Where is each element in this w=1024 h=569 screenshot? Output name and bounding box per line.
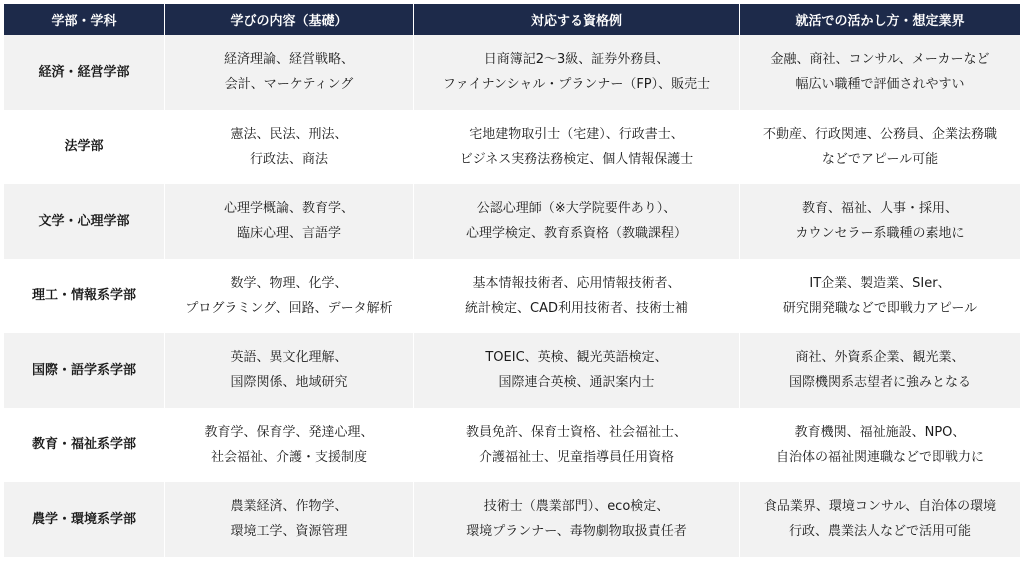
career-line: 教育機関、福祉施設、NPO、 — [794, 424, 966, 440]
qualifications-line: ファイナンシャル・プランナー（FP）、販売士 — [442, 77, 711, 93]
career-cell — [739, 35, 1020, 110]
content-line: 会計、マーケティング — [224, 77, 354, 93]
table-header-row — [4, 4, 1020, 35]
qualifications-line: 基本情報技術者、応用情報技術者、 — [472, 275, 681, 291]
department-cell: 国際・語学系学部 — [4, 333, 164, 408]
qualifications-line: 技術士（農業部門）、eco検定、 — [483, 499, 670, 515]
content-line: 農業経済、作物学、 — [230, 499, 348, 515]
header-department: 学部・学科 — [4, 4, 164, 35]
content-line: 数学、物理、化学、 — [230, 275, 348, 291]
career-cell — [739, 184, 1020, 259]
department-cell: 文学・心理学部 — [4, 184, 164, 259]
content-line: 臨床心理、言語学 — [236, 226, 341, 242]
content-line: 経済理論、経営戦略、 — [223, 52, 354, 68]
qualifications-cell — [413, 110, 739, 185]
content-line: プログラミング、回路、データ解析 — [185, 300, 393, 316]
comparison-table-container — [4, 4, 1020, 557]
career-line: 商社、外資系企業、観光業、 — [795, 350, 965, 366]
career-line: IT企業、製造業、SIer、 — [809, 275, 951, 291]
career-cell — [739, 259, 1020, 334]
table-row — [4, 333, 1020, 408]
career-line: などでアピール可能 — [821, 151, 939, 167]
career-line: 金融、商社、コンサル、メーカーなど — [770, 52, 990, 68]
header-content: 学びの内容（基礎） — [164, 4, 413, 35]
content-cell — [164, 482, 413, 557]
career-cell — [739, 408, 1020, 483]
content-line: 憲法、民法、刑法、 — [230, 126, 348, 142]
table-row — [4, 408, 1020, 483]
qualifications-line: 宅地建物取引士（宅建）、行政書士、 — [469, 126, 684, 142]
content-cell — [164, 35, 413, 110]
qualifications-line: 日商簿記2～3級、証券外務員、 — [483, 52, 670, 68]
career-line: 自治体の福祉関連職などで即戦力に — [775, 449, 984, 465]
department-cell: 農学・環境系学部 — [4, 482, 164, 557]
content-line: 教育学、保育学、発達心理、 — [204, 424, 374, 440]
content-cell — [164, 408, 413, 483]
content-line: 環境工学、資源管理 — [230, 524, 348, 540]
qualifications-line: TOEIC、英検、観光英語検定、 — [485, 350, 668, 366]
department-cell: 法学部 — [4, 110, 164, 185]
table-row — [4, 110, 1020, 185]
content-line: 心理学概論、教育学、 — [223, 201, 354, 217]
header-career: 就活での活かし方・想定業界 — [739, 4, 1020, 35]
qualifications-line: 国際連合英検、通訳案内士 — [498, 375, 655, 391]
content-cell — [164, 259, 413, 334]
qualifications-line: ビジネス実務法務検定、個人情報保護士 — [459, 151, 694, 167]
career-line: 研究開発職などで即戦力アピール — [782, 300, 978, 316]
qualifications-line: 公認心理師（※大学院要件あり）、 — [476, 201, 677, 217]
qualifications-line: 統計検定、CAD利用技術者、技術士補 — [465, 300, 688, 316]
table-row — [4, 482, 1020, 557]
content-line: 国際関係、地域研究 — [230, 375, 348, 391]
content-line: 社会福祉、介護・支援制度 — [210, 449, 367, 465]
qualifications-cell — [413, 408, 739, 483]
department-qualification-table — [4, 4, 1020, 557]
career-line: カウンセラー系職種の素地に — [795, 226, 965, 242]
qualifications-cell — [413, 333, 739, 408]
career-line: 幅広い職種で評価されやすい — [795, 77, 965, 93]
qualifications-line: 心理学検定、教育系資格（教職課程） — [465, 226, 687, 242]
qualifications-cell — [413, 35, 739, 110]
content-cell — [164, 184, 413, 259]
career-cell — [739, 482, 1020, 557]
content-line: 行政法、商法 — [249, 151, 328, 167]
qualifications-line: 環境プランナー、毒物劇物取扱責任者 — [466, 524, 687, 540]
table-row — [4, 259, 1020, 334]
content-cell — [164, 110, 413, 185]
header-qualifications: 対応する資格例 — [413, 4, 739, 35]
department-cell: 教育・福祉系学部 — [4, 408, 164, 483]
content-cell — [164, 333, 413, 408]
career-cell — [739, 110, 1020, 185]
career-line: 国際機関系志望者に強みとなる — [788, 375, 971, 391]
career-line: 行政、農業法人などで活用可能 — [788, 524, 971, 540]
qualifications-cell — [413, 482, 739, 557]
career-line: 不動産、行政関連、公務員、企業法務職 — [762, 126, 997, 142]
qualifications-cell — [413, 184, 739, 259]
qualifications-cell — [413, 259, 739, 334]
table-row — [4, 184, 1020, 259]
career-line: 食品業界、環境コンサル、自治体の環境 — [763, 499, 997, 515]
career-cell — [739, 333, 1020, 408]
qualifications-line: 介護福祉士、児童指導員任用資格 — [478, 449, 674, 465]
qualifications-line: 教員免許、保育士資格、社会福祉士、 — [465, 424, 687, 440]
career-line: 教育、福祉、人事・採用、 — [801, 201, 958, 217]
department-cell: 経済・経営学部 — [4, 35, 164, 110]
table-row — [4, 35, 1020, 110]
department-cell: 理工・情報系学部 — [4, 259, 164, 334]
content-line: 英語、異文化理解、 — [230, 350, 348, 366]
